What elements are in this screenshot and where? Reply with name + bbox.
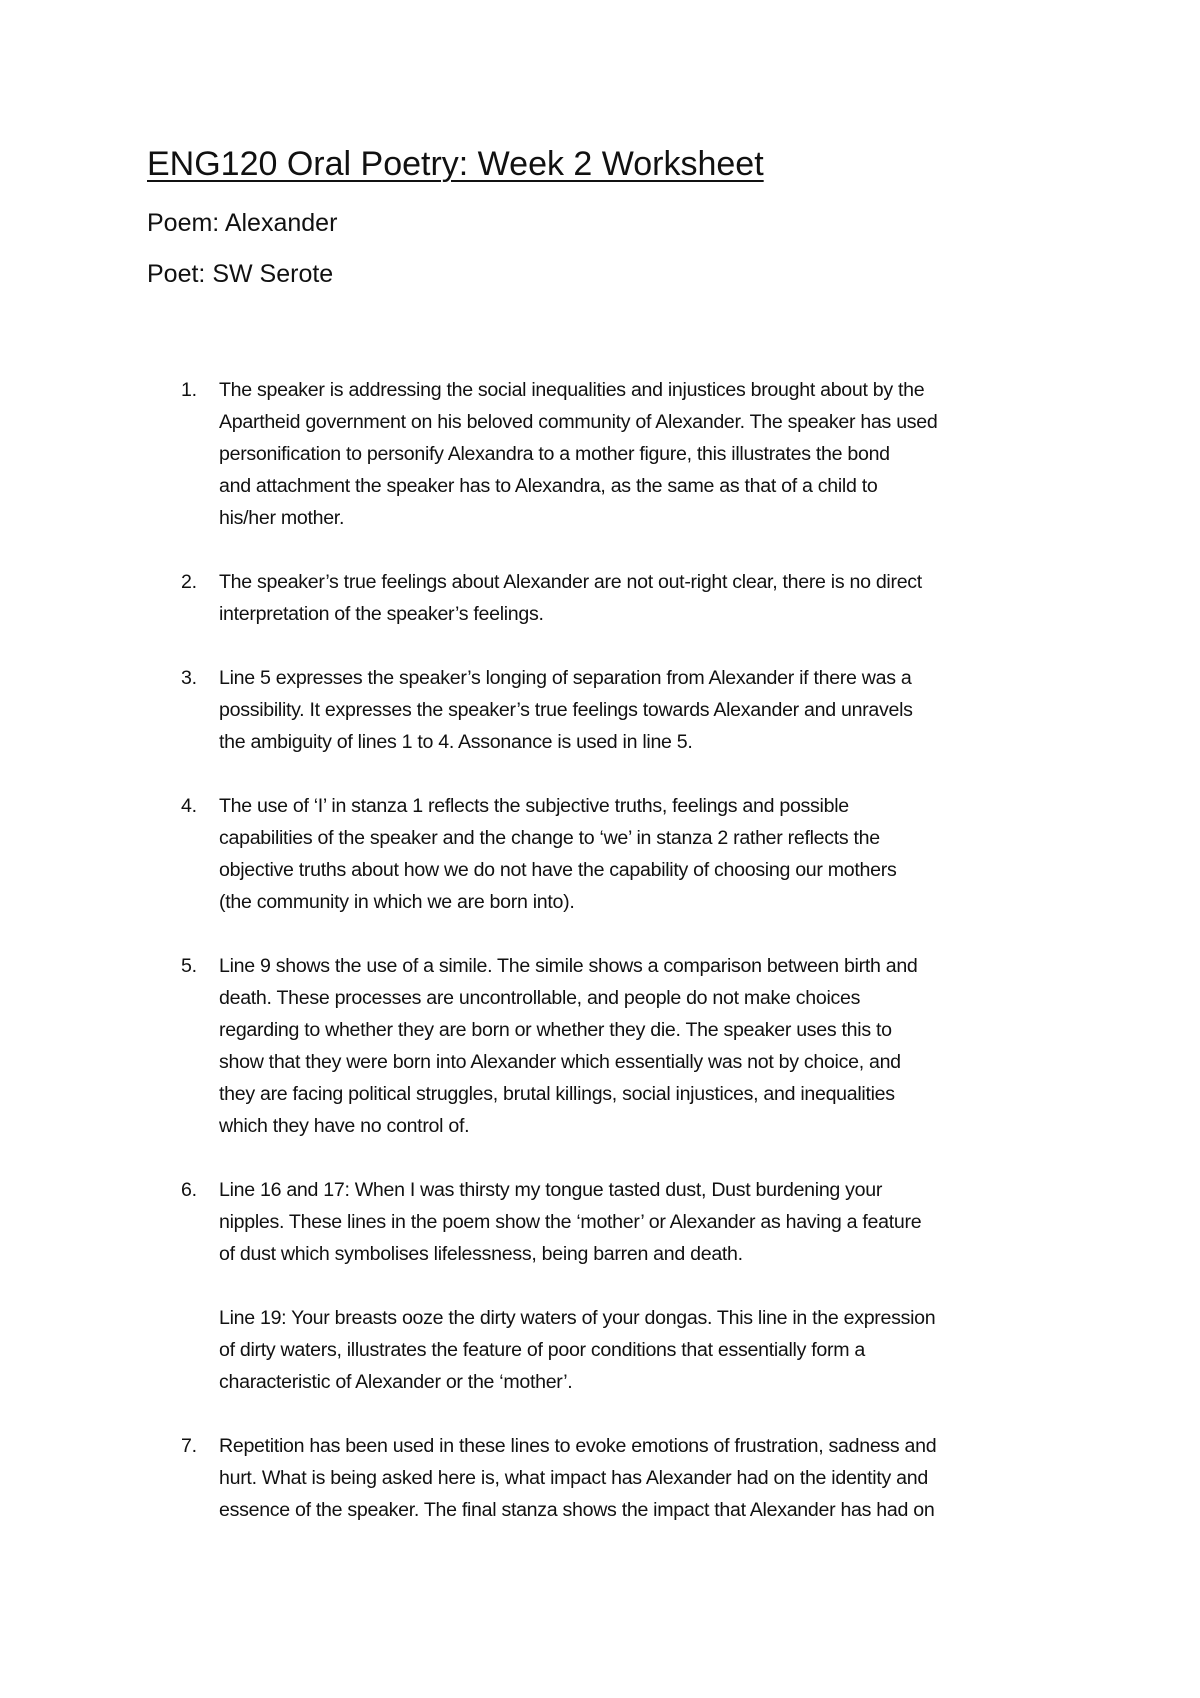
- answer-line: the ambiguity of lines 1 to 4. Assonance is used in line 5.: [219, 731, 693, 753]
- answer-line: interpretation of the speaker’s feelings.: [219, 603, 544, 625]
- poet-name: Poet: SW Serote: [147, 260, 334, 288]
- answer-line: capabilities of the speaker and the change to ‘we’ in stanza 2 rather reflects the: [219, 827, 880, 849]
- answer-line: death. These processes are uncontrollable, and people do not make choices: [219, 987, 861, 1009]
- answer-number: 1.: [181, 379, 197, 401]
- answer-line: essence of the speaker. The final stanza shows the impact that Alexander has had on: [219, 1499, 935, 1521]
- answer-line: show that they were born into Alexander which essentially was not by choice, and: [219, 1051, 901, 1073]
- answer-line: (the community in which we are born into).: [219, 891, 575, 913]
- answer-line: Apartheid government on his beloved community of Alexander. The speaker has used: [219, 411, 938, 433]
- answer-number: 5.: [181, 955, 197, 977]
- answer-line: of dirty waters, illustrates the feature of poor conditions that essentially form a: [219, 1339, 865, 1361]
- answer-number: 4.: [181, 795, 197, 817]
- answer-item-3: [0, 662, 1200, 758]
- answer-item-6: [0, 1174, 1200, 1398]
- answer-line: of dust which symbolises lifelessness, being barren and death.: [219, 1243, 743, 1265]
- answer-line: The speaker is addressing the social inequalities and injustices brought about by the: [219, 379, 925, 401]
- answer-item-5: [0, 950, 1200, 1142]
- answer-number: 7.: [181, 1435, 197, 1457]
- answer-line: nipples. These lines in the poem show the ‘mother’ or Alexander as having a feature: [219, 1211, 922, 1233]
- answer-line: Line 16 and 17: When I was thirsty my tongue tasted dust, Dust burdening your: [219, 1179, 883, 1201]
- answer-line: which they have no control of.: [219, 1115, 470, 1137]
- answer-number: 2.: [181, 571, 197, 593]
- answer-line: The use of ‘I’ in stanza 1 reflects the subjective truths, feelings and possible: [219, 795, 849, 817]
- answer-line: possibility. It expresses the speaker’s true feelings towards Alexander and unravels: [219, 699, 913, 721]
- answer-line: personification to personify Alexandra to a mother figure, this illustrates the bond: [219, 443, 890, 465]
- answer-line: Line 19: Your breasts ooze the dirty waters of your dongas. This line in the expression: [219, 1307, 936, 1329]
- answer-line: The speaker’s true feelings about Alexander are not out-right clear, there is no direct: [219, 571, 922, 593]
- answer-line: Line 9 shows the use of a simile. The simile shows a comparison between birth and: [219, 955, 918, 977]
- answer-line: Line 5 expresses the speaker’s longing of separation from Alexander if there was a: [219, 667, 912, 689]
- answer-line: regarding to whether they are born or whether they die. The speaker uses this to: [219, 1019, 892, 1041]
- answer-line: Repetition has been used in these lines to evoke emotions of frustration, sadness and: [219, 1435, 937, 1457]
- answer-item-4: [0, 790, 1200, 918]
- answer-line: hurt. What is being asked here is, what impact has Alexander had on the identity and: [219, 1467, 928, 1489]
- answer-item-1: [0, 374, 1200, 534]
- answer-number: 6.: [181, 1179, 197, 1201]
- answer-line: his/her mother.: [219, 507, 345, 529]
- answer-list: [0, 374, 1200, 1558]
- answer-line: and attachment the speaker has to Alexandra, as the same as that of a child to: [219, 475, 878, 497]
- answer-item-2: [0, 566, 1200, 630]
- answer-line: objective truths about how we do not have the capability of choosing our mothers: [219, 859, 897, 881]
- poem-name: Poem: Alexander: [147, 209, 338, 237]
- worksheet-title: ENG120 Oral Poetry: Week 2 Worksheet: [147, 145, 764, 183]
- answer-item-7: [0, 1430, 1200, 1526]
- answer-line: they are facing political struggles, brutal killings, social injustices, and inequalities: [219, 1083, 895, 1105]
- answer-number: 3.: [181, 667, 197, 689]
- answer-line: characteristic of Alexander or the ‘mother’.: [219, 1371, 573, 1393]
